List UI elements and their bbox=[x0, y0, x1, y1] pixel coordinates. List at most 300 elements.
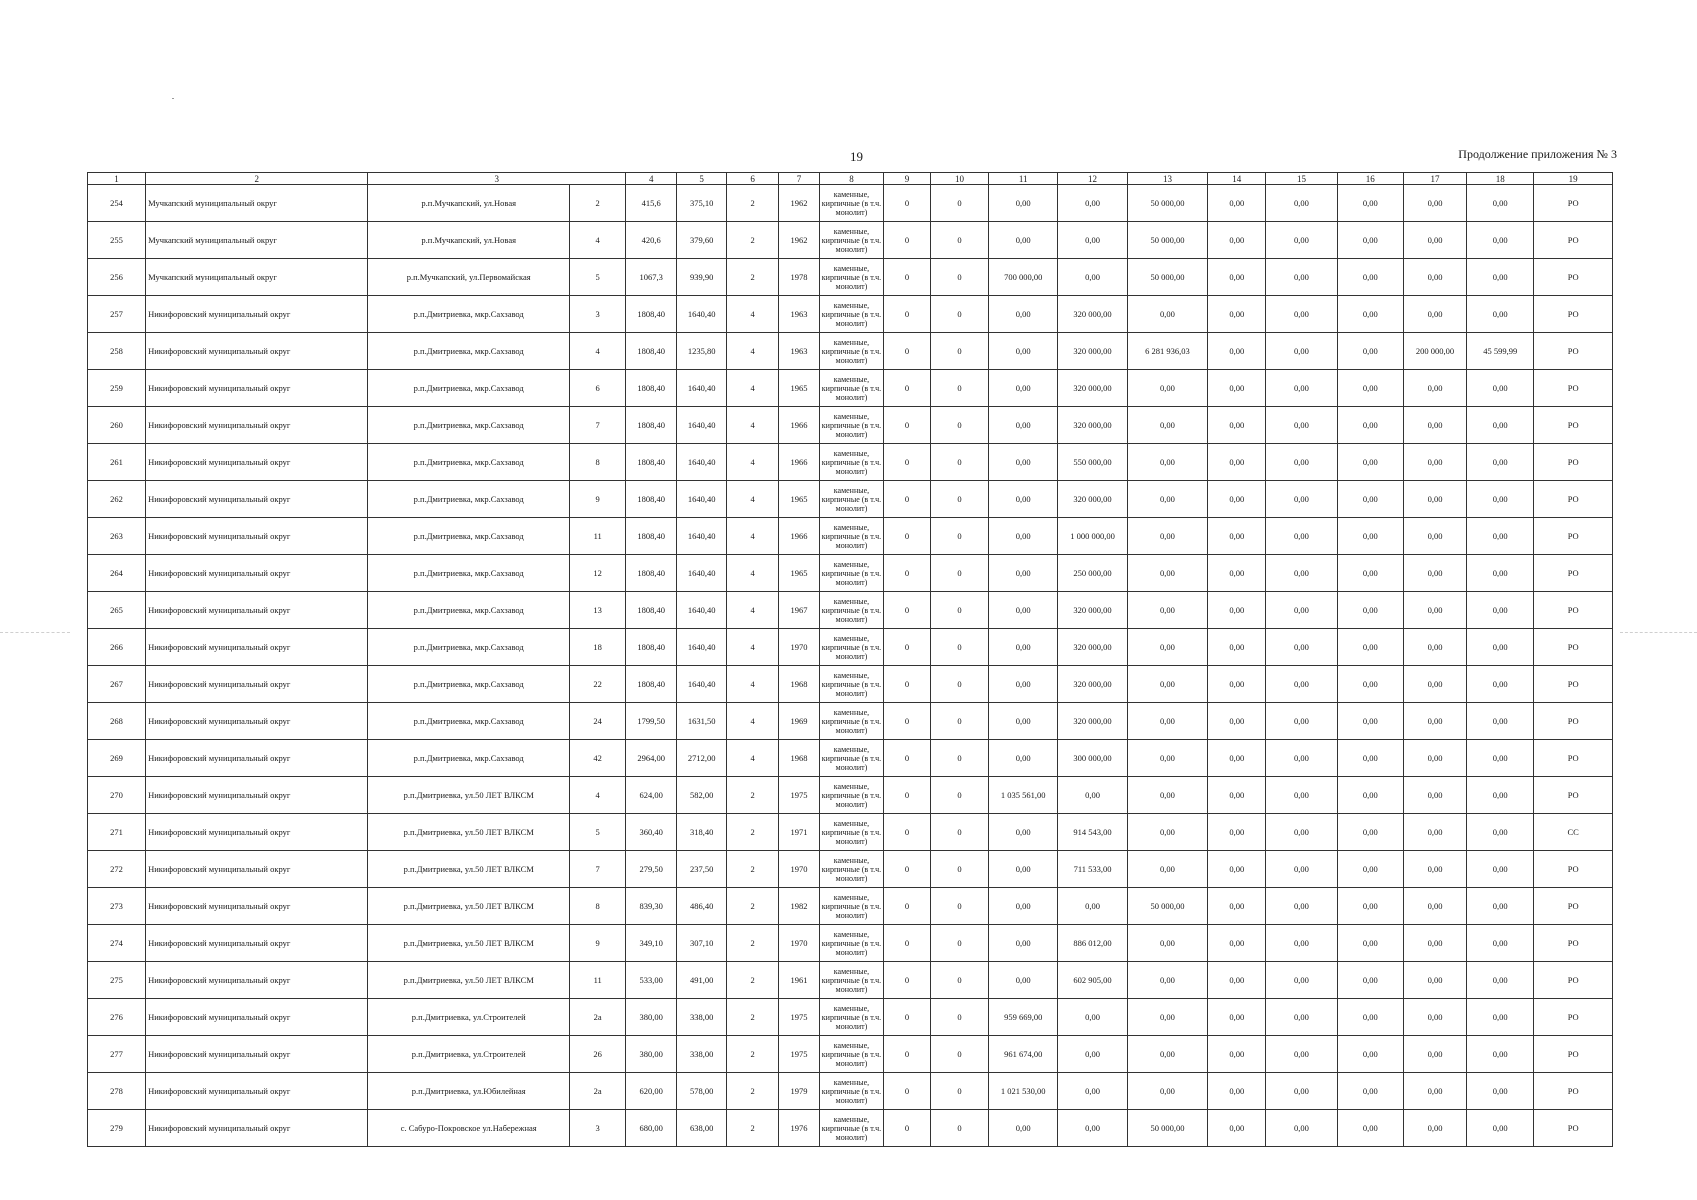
table-cell: 0 bbox=[930, 370, 988, 407]
table-cell: 0,00 bbox=[1467, 999, 1534, 1036]
table-cell: 0 bbox=[884, 851, 931, 888]
table-cell: 1808,40 bbox=[626, 444, 677, 481]
table-cell: 0,00 bbox=[1403, 629, 1466, 666]
column-header-1: 1 bbox=[88, 173, 146, 185]
table-cell: 0,00 bbox=[1467, 703, 1534, 740]
table-cell: 2 bbox=[727, 259, 779, 296]
table-cell: 0 bbox=[930, 333, 988, 370]
table-cell: 0 bbox=[930, 666, 988, 703]
table-cell: каменные, кирпичные (в т.ч. монолит) bbox=[819, 777, 883, 814]
table-cell: 0,00 bbox=[1337, 999, 1403, 1036]
table-row bbox=[88, 407, 1613, 444]
table-cell: 1640,40 bbox=[677, 481, 727, 518]
table-cell: 45 599,99 bbox=[1467, 333, 1534, 370]
table-cell: Никифоровский муниципальный округ bbox=[146, 1073, 368, 1110]
table-cell: 550 000,00 bbox=[1058, 444, 1127, 481]
table-cell: 0,00 bbox=[1208, 185, 1266, 222]
table-cell: РО bbox=[1534, 333, 1613, 370]
table-cell: каменные, кирпичные (в т.ч. монолит) bbox=[819, 1036, 883, 1073]
table-cell: р.п.Дмитриевка, мкр.Сахзавод bbox=[368, 666, 570, 703]
table-cell: каменные, кирпичные (в т.ч. монолит) bbox=[819, 555, 883, 592]
table-cell: 4 bbox=[570, 222, 626, 259]
table-cell: 0 bbox=[930, 1073, 988, 1110]
table-cell: 0,00 bbox=[1467, 370, 1534, 407]
table-cell: 3 bbox=[570, 1110, 626, 1147]
column-header-9: 9 bbox=[884, 173, 931, 185]
table-cell: 0,00 bbox=[989, 592, 1058, 629]
table-cell: РО bbox=[1534, 925, 1613, 962]
table-cell: 0,00 bbox=[1266, 629, 1337, 666]
column-header-12: 12 bbox=[1058, 173, 1127, 185]
table-cell: 839,30 bbox=[626, 888, 677, 925]
table-cell: 349,10 bbox=[626, 925, 677, 962]
table-cell: 0,00 bbox=[1208, 259, 1266, 296]
table-cell: 279 bbox=[88, 1110, 146, 1147]
table-cell: 0 bbox=[930, 777, 988, 814]
table-cell: 1970 bbox=[779, 851, 820, 888]
table-cell: Никифоровский муниципальный округ bbox=[146, 888, 368, 925]
table-cell: 0,00 bbox=[1337, 259, 1403, 296]
table-cell: 0,00 bbox=[1403, 185, 1466, 222]
table-cell: 0 bbox=[884, 888, 931, 925]
table-cell: Никифоровский муниципальный округ bbox=[146, 666, 368, 703]
table-cell: 4 bbox=[727, 592, 779, 629]
table-cell: 0,00 bbox=[1467, 259, 1534, 296]
table-cell: 0,00 bbox=[1467, 1073, 1534, 1110]
table-cell: 486,40 bbox=[677, 888, 727, 925]
table-cell: 0,00 bbox=[1403, 925, 1466, 962]
table-cell: 320 000,00 bbox=[1058, 703, 1127, 740]
table-cell: 274 bbox=[88, 925, 146, 962]
table-cell: 0,00 bbox=[1127, 296, 1208, 333]
table-cell: РО bbox=[1534, 555, 1613, 592]
table-cell: 0,00 bbox=[1337, 703, 1403, 740]
table-cell: 4 bbox=[727, 407, 779, 444]
table-cell: 0 bbox=[884, 518, 931, 555]
table-cell: 0,00 bbox=[1403, 1073, 1466, 1110]
table-cell: 0,00 bbox=[1337, 555, 1403, 592]
table-cell: Никифоровский муниципальный округ bbox=[146, 962, 368, 999]
column-header-11: 11 bbox=[989, 173, 1058, 185]
table-cell: 13 bbox=[570, 592, 626, 629]
table-cell: 0,00 bbox=[1127, 370, 1208, 407]
table-cell: 0,00 bbox=[1403, 962, 1466, 999]
table-row bbox=[88, 1110, 1613, 1147]
table-cell: 0,00 bbox=[1127, 999, 1208, 1036]
table-cell: 0,00 bbox=[1337, 407, 1403, 444]
table-cell: 0,00 bbox=[1337, 814, 1403, 851]
table-cell: 0,00 bbox=[1266, 1036, 1337, 1073]
table-cell: 1975 bbox=[779, 999, 820, 1036]
table-cell: 2964,00 bbox=[626, 740, 677, 777]
column-header-14: 14 bbox=[1208, 173, 1266, 185]
table-cell: 680,00 bbox=[626, 1110, 677, 1147]
table-cell: РО bbox=[1534, 370, 1613, 407]
table-cell: 0,00 bbox=[1403, 444, 1466, 481]
column-header-3: 3 bbox=[368, 173, 626, 185]
table-cell: 200 000,00 bbox=[1403, 333, 1466, 370]
table-cell: РО bbox=[1534, 666, 1613, 703]
table-cell: 50 000,00 bbox=[1127, 1110, 1208, 1147]
table-cell: 0 bbox=[930, 740, 988, 777]
table-cell: 0,00 bbox=[1403, 296, 1466, 333]
table-cell: 0,00 bbox=[1208, 444, 1266, 481]
table-cell: 0,00 bbox=[1337, 851, 1403, 888]
table-cell: 700 000,00 bbox=[989, 259, 1058, 296]
table-cell: р.п.Дмитриевка, ул.50 ЛЕТ ВЛКСМ bbox=[368, 925, 570, 962]
table-cell: Никифоровский муниципальный округ bbox=[146, 1110, 368, 1147]
table-cell: 1640,40 bbox=[677, 407, 727, 444]
table-cell: 6 bbox=[570, 370, 626, 407]
table-cell: 0,00 bbox=[1337, 962, 1403, 999]
column-header-15: 15 bbox=[1266, 173, 1337, 185]
table-cell: р.п.Дмитриевка, мкр.Сахзавод bbox=[368, 740, 570, 777]
table-cell: 1808,40 bbox=[626, 518, 677, 555]
table-cell: р.п.Дмитриевка, мкр.Сахзавод bbox=[368, 407, 570, 444]
table-cell: р.п.Дмитриевка, мкр.Сахзавод bbox=[368, 592, 570, 629]
table-cell: 0 bbox=[930, 592, 988, 629]
table-cell: 4 bbox=[727, 518, 779, 555]
table-cell: р.п.Дмитриевка, мкр.Сахзавод bbox=[368, 481, 570, 518]
table-cell: 0 bbox=[884, 666, 931, 703]
table-row bbox=[88, 666, 1613, 703]
table-cell: 0 bbox=[884, 962, 931, 999]
table-cell: 4 bbox=[727, 444, 779, 481]
table-cell: 0,00 bbox=[1208, 851, 1266, 888]
table-cell: 0,00 bbox=[989, 296, 1058, 333]
table-cell: 0,00 bbox=[1337, 740, 1403, 777]
table-cell: 1808,40 bbox=[626, 333, 677, 370]
table-cell: 0,00 bbox=[1337, 185, 1403, 222]
table-cell: 0,00 bbox=[1337, 1110, 1403, 1147]
table-cell: 320 000,00 bbox=[1058, 407, 1127, 444]
table-cell: р.п.Дмитриевка, мкр.Сахзавод bbox=[368, 296, 570, 333]
table-cell: р.п.Дмитриевка, ул.50 ЛЕТ ВЛКСМ bbox=[368, 888, 570, 925]
table-cell: 0,00 bbox=[1127, 1036, 1208, 1073]
table-cell: каменные, кирпичные (в т.ч. монолит) bbox=[819, 518, 883, 555]
table-cell: 0,00 bbox=[1337, 925, 1403, 962]
table-cell: 8 bbox=[570, 444, 626, 481]
table-cell: Никифоровский муниципальный округ bbox=[146, 481, 368, 518]
column-number-header bbox=[88, 173, 1613, 185]
table-cell: 0,00 bbox=[1266, 777, 1337, 814]
table-cell: каменные, кирпичные (в т.ч. монолит) bbox=[819, 814, 883, 851]
table-row bbox=[88, 222, 1613, 259]
table-cell: 0,00 bbox=[1467, 851, 1534, 888]
table-cell: 0,00 bbox=[1208, 222, 1266, 259]
table-cell: 0,00 bbox=[1058, 888, 1127, 925]
table-cell: 638,00 bbox=[677, 1110, 727, 1147]
table-cell: каменные, кирпичные (в т.ч. монолит) bbox=[819, 629, 883, 666]
table-cell: р.п.Дмитриевка, мкр.Сахзавод bbox=[368, 444, 570, 481]
table-cell: 0 bbox=[884, 407, 931, 444]
table-cell: р.п.Мучкапский, ул.Новая bbox=[368, 222, 570, 259]
table-cell: 1976 bbox=[779, 1110, 820, 1147]
table-cell: 0,00 bbox=[1266, 962, 1337, 999]
table-cell: 1808,40 bbox=[626, 481, 677, 518]
table-cell: 271 bbox=[88, 814, 146, 851]
column-header-2: 2 bbox=[146, 173, 368, 185]
table-cell: 379,60 bbox=[677, 222, 727, 259]
table-cell: 0,00 bbox=[989, 555, 1058, 592]
table-cell: 300 000,00 bbox=[1058, 740, 1127, 777]
table-cell: 0,00 bbox=[989, 666, 1058, 703]
table-cell: 4 bbox=[570, 333, 626, 370]
table-cell: РО bbox=[1534, 407, 1613, 444]
table-cell: 0,00 bbox=[1337, 592, 1403, 629]
table-cell: 338,00 bbox=[677, 1036, 727, 1073]
table-cell: 24 bbox=[570, 703, 626, 740]
table-cell: Никифоровский муниципальный округ bbox=[146, 999, 368, 1036]
table-cell: 5 bbox=[570, 259, 626, 296]
table-cell: 1808,40 bbox=[626, 370, 677, 407]
table-cell: 420,6 bbox=[626, 222, 677, 259]
table-cell: 262 bbox=[88, 481, 146, 518]
table-cell: 318,40 bbox=[677, 814, 727, 851]
table-cell: 2 bbox=[727, 1110, 779, 1147]
table-cell: 0,00 bbox=[1058, 1073, 1127, 1110]
table-cell: р.п.Мучкапский, ул.Первомайская bbox=[368, 259, 570, 296]
table-cell: 1 035 561,00 bbox=[989, 777, 1058, 814]
header-row bbox=[88, 173, 1613, 185]
column-header-5: 5 bbox=[677, 173, 727, 185]
table-cell: Никифоровский муниципальный округ bbox=[146, 407, 368, 444]
table-cell: 0,00 bbox=[1266, 518, 1337, 555]
table-cell: 0,00 bbox=[1058, 259, 1127, 296]
table-cell: 1067,3 bbox=[626, 259, 677, 296]
table-cell: Мучкапский муниципальный округ bbox=[146, 222, 368, 259]
table-row bbox=[88, 296, 1613, 333]
table-cell: 0 bbox=[884, 1110, 931, 1147]
table-cell: 0,00 bbox=[1266, 222, 1337, 259]
table-cell: 0,00 bbox=[1467, 888, 1534, 925]
table-cell: 0,00 bbox=[1127, 851, 1208, 888]
table-cell: 0,00 bbox=[1403, 222, 1466, 259]
table-cell: 1963 bbox=[779, 333, 820, 370]
table-cell: 3 bbox=[570, 296, 626, 333]
table-cell: 0,00 bbox=[1127, 592, 1208, 629]
table-row bbox=[88, 703, 1613, 740]
table-cell: 320 000,00 bbox=[1058, 333, 1127, 370]
table-cell: 0,00 bbox=[1208, 592, 1266, 629]
table-cell: 0,00 bbox=[1208, 481, 1266, 518]
table-cell: 0 bbox=[930, 481, 988, 518]
table-cell: р.п.Дмитриевка, ул.Строителей bbox=[368, 1036, 570, 1073]
table-cell: 0,00 bbox=[1337, 296, 1403, 333]
table-cell: 0,00 bbox=[1208, 370, 1266, 407]
table-cell: 2а bbox=[570, 999, 626, 1036]
table-cell: 1640,40 bbox=[677, 444, 727, 481]
table-cell: 256 bbox=[88, 259, 146, 296]
table-cell: 0,00 bbox=[1266, 888, 1337, 925]
table-cell: 12 bbox=[570, 555, 626, 592]
table-cell: 0 bbox=[930, 296, 988, 333]
table-cell: 0,00 bbox=[1208, 777, 1266, 814]
table-cell: 11 bbox=[570, 962, 626, 999]
table-cell: 0 bbox=[930, 814, 988, 851]
table-cell: 0,00 bbox=[1403, 777, 1466, 814]
table-row bbox=[88, 333, 1613, 370]
table-cell: 0 bbox=[884, 629, 931, 666]
table-cell: р.п.Дмитриевка, ул.50 ЛЕТ ВЛКСМ bbox=[368, 962, 570, 999]
table-cell: 0,00 bbox=[1266, 851, 1337, 888]
table-cell: р.п.Мучкапский, ул.Новая bbox=[368, 185, 570, 222]
table-cell: 1978 bbox=[779, 259, 820, 296]
table-cell: 0 bbox=[884, 814, 931, 851]
table-cell: Никифоровский муниципальный округ bbox=[146, 703, 368, 740]
table-cell: 491,00 bbox=[677, 962, 727, 999]
table-cell: 0,00 bbox=[1337, 888, 1403, 925]
table-cell: 269 bbox=[88, 740, 146, 777]
table-cell: 6 281 936,03 bbox=[1127, 333, 1208, 370]
table-cell: 375,10 bbox=[677, 185, 727, 222]
table-cell: 261 bbox=[88, 444, 146, 481]
table-cell: 620,00 bbox=[626, 1073, 677, 1110]
table-cell: 4 bbox=[727, 740, 779, 777]
table-cell: 0,00 bbox=[1467, 629, 1534, 666]
table-cell: 1975 bbox=[779, 1036, 820, 1073]
table-cell: 1808,40 bbox=[626, 407, 677, 444]
table-cell: 914 543,00 bbox=[1058, 814, 1127, 851]
table-cell: 257 bbox=[88, 296, 146, 333]
table-cell: каменные, кирпичные (в т.ч. монолит) bbox=[819, 740, 883, 777]
table-cell: 50 000,00 bbox=[1127, 888, 1208, 925]
housing-register-table bbox=[87, 172, 1613, 1147]
table-cell: 624,00 bbox=[626, 777, 677, 814]
table-cell: 0,00 bbox=[1467, 185, 1534, 222]
table-cell: каменные, кирпичные (в т.ч. монолит) bbox=[819, 370, 883, 407]
table-cell: 278 bbox=[88, 1073, 146, 1110]
table-cell: 0,00 bbox=[1266, 407, 1337, 444]
table-cell: 0,00 bbox=[1467, 814, 1534, 851]
table-cell: 50 000,00 bbox=[1127, 185, 1208, 222]
table-cell: 0,00 bbox=[1266, 1110, 1337, 1147]
table-cell: РО bbox=[1534, 259, 1613, 296]
table-cell: 320 000,00 bbox=[1058, 629, 1127, 666]
table-cell: 1982 bbox=[779, 888, 820, 925]
table-cell: 0 bbox=[930, 1036, 988, 1073]
table-cell: 1975 bbox=[779, 777, 820, 814]
table-cell: РО bbox=[1534, 1073, 1613, 1110]
table-cell: 0,00 bbox=[989, 481, 1058, 518]
table-cell: каменные, кирпичные (в т.ч. монолит) bbox=[819, 444, 883, 481]
table-cell: 1235,80 bbox=[677, 333, 727, 370]
table-cell: 320 000,00 bbox=[1058, 592, 1127, 629]
column-header-10: 10 bbox=[930, 173, 988, 185]
table-cell: каменные, кирпичные (в т.ч. монолит) bbox=[819, 407, 883, 444]
table-cell: 277 bbox=[88, 1036, 146, 1073]
table-cell: 0,00 bbox=[1266, 925, 1337, 962]
table-cell: 4 bbox=[727, 370, 779, 407]
table-cell: 0,00 bbox=[989, 185, 1058, 222]
table-cell: 0,00 bbox=[1208, 1110, 1266, 1147]
table-row bbox=[88, 592, 1613, 629]
table-cell: 0,00 bbox=[1467, 296, 1534, 333]
table-cell: 255 bbox=[88, 222, 146, 259]
table-cell: 276 bbox=[88, 999, 146, 1036]
table-cell: 0,00 bbox=[989, 518, 1058, 555]
table-cell: 237,50 bbox=[677, 851, 727, 888]
table-cell: 0 bbox=[884, 703, 931, 740]
table-cell: 1968 bbox=[779, 666, 820, 703]
table-cell: РО bbox=[1534, 185, 1613, 222]
table-cell: 1 021 530,00 bbox=[989, 1073, 1058, 1110]
table-cell: 0 bbox=[884, 333, 931, 370]
table-cell: 264 bbox=[88, 555, 146, 592]
table-cell: 1966 bbox=[779, 518, 820, 555]
table-cell: 0,00 bbox=[1403, 1036, 1466, 1073]
table-cell: 0,00 bbox=[1058, 1036, 1127, 1073]
table-cell: 0,00 bbox=[1403, 592, 1466, 629]
table-cell: 0,00 bbox=[1266, 999, 1337, 1036]
table-row bbox=[88, 888, 1613, 925]
table-cell: каменные, кирпичные (в т.ч. монолит) bbox=[819, 296, 883, 333]
table-cell: 0,00 bbox=[1403, 851, 1466, 888]
table-cell: 279,50 bbox=[626, 851, 677, 888]
table-cell: Никифоровский муниципальный округ bbox=[146, 740, 368, 777]
table-cell: 0,00 bbox=[989, 888, 1058, 925]
table-cell: каменные, кирпичные (в т.ч. монолит) bbox=[819, 962, 883, 999]
table-cell: Никифоровский муниципальный округ bbox=[146, 333, 368, 370]
table-cell: 268 bbox=[88, 703, 146, 740]
table-cell: 0,00 bbox=[1403, 370, 1466, 407]
table-cell: 0 bbox=[884, 370, 931, 407]
table-row bbox=[88, 481, 1613, 518]
table-cell: 2 bbox=[727, 814, 779, 851]
table-cell: каменные, кирпичные (в т.ч. монолит) bbox=[819, 1073, 883, 1110]
table-cell: 0,00 bbox=[989, 925, 1058, 962]
table-row bbox=[88, 629, 1613, 666]
table-cell: 0,00 bbox=[1403, 259, 1466, 296]
table-cell: 2 bbox=[727, 222, 779, 259]
table-cell: 0,00 bbox=[1208, 1073, 1266, 1110]
table-cell: р.п.Дмитриевка, ул.50 ЛЕТ ВЛКСМ bbox=[368, 777, 570, 814]
table-cell: 320 000,00 bbox=[1058, 296, 1127, 333]
table-cell: 0,00 bbox=[1127, 962, 1208, 999]
table-cell: РО bbox=[1534, 777, 1613, 814]
table-cell: РО bbox=[1534, 481, 1613, 518]
table-cell: 5 bbox=[570, 814, 626, 851]
table-cell: 0,00 bbox=[1467, 407, 1534, 444]
table-cell: 0 bbox=[930, 259, 988, 296]
table-cell: 0,00 bbox=[1208, 296, 1266, 333]
table-cell: 0,00 bbox=[1127, 666, 1208, 703]
table-row bbox=[88, 259, 1613, 296]
table-cell: 0 bbox=[930, 629, 988, 666]
table-cell: 0,00 bbox=[989, 407, 1058, 444]
table-cell: 250 000,00 bbox=[1058, 555, 1127, 592]
table-cell: каменные, кирпичные (в т.ч. монолит) bbox=[819, 666, 883, 703]
table-cell: 0,00 bbox=[1403, 666, 1466, 703]
table-cell: 0 bbox=[884, 592, 931, 629]
table-cell: 0 bbox=[884, 1036, 931, 1073]
table-cell: 265 bbox=[88, 592, 146, 629]
table-cell: 0,00 bbox=[1208, 925, 1266, 962]
table-cell: 4 bbox=[727, 296, 779, 333]
table-cell: 4 bbox=[727, 666, 779, 703]
table-cell: 1979 bbox=[779, 1073, 820, 1110]
table-cell: 0,00 bbox=[1467, 555, 1534, 592]
table-row bbox=[88, 1073, 1613, 1110]
table-cell: 0,00 bbox=[989, 333, 1058, 370]
table-cell: 320 000,00 bbox=[1058, 370, 1127, 407]
table-cell: 0,00 bbox=[1403, 999, 1466, 1036]
table-cell: 0,00 bbox=[1467, 518, 1534, 555]
table-cell: 258 bbox=[88, 333, 146, 370]
column-header-4: 4 bbox=[626, 173, 677, 185]
table-cell: 2712,00 bbox=[677, 740, 727, 777]
table-cell: 1808,40 bbox=[626, 629, 677, 666]
